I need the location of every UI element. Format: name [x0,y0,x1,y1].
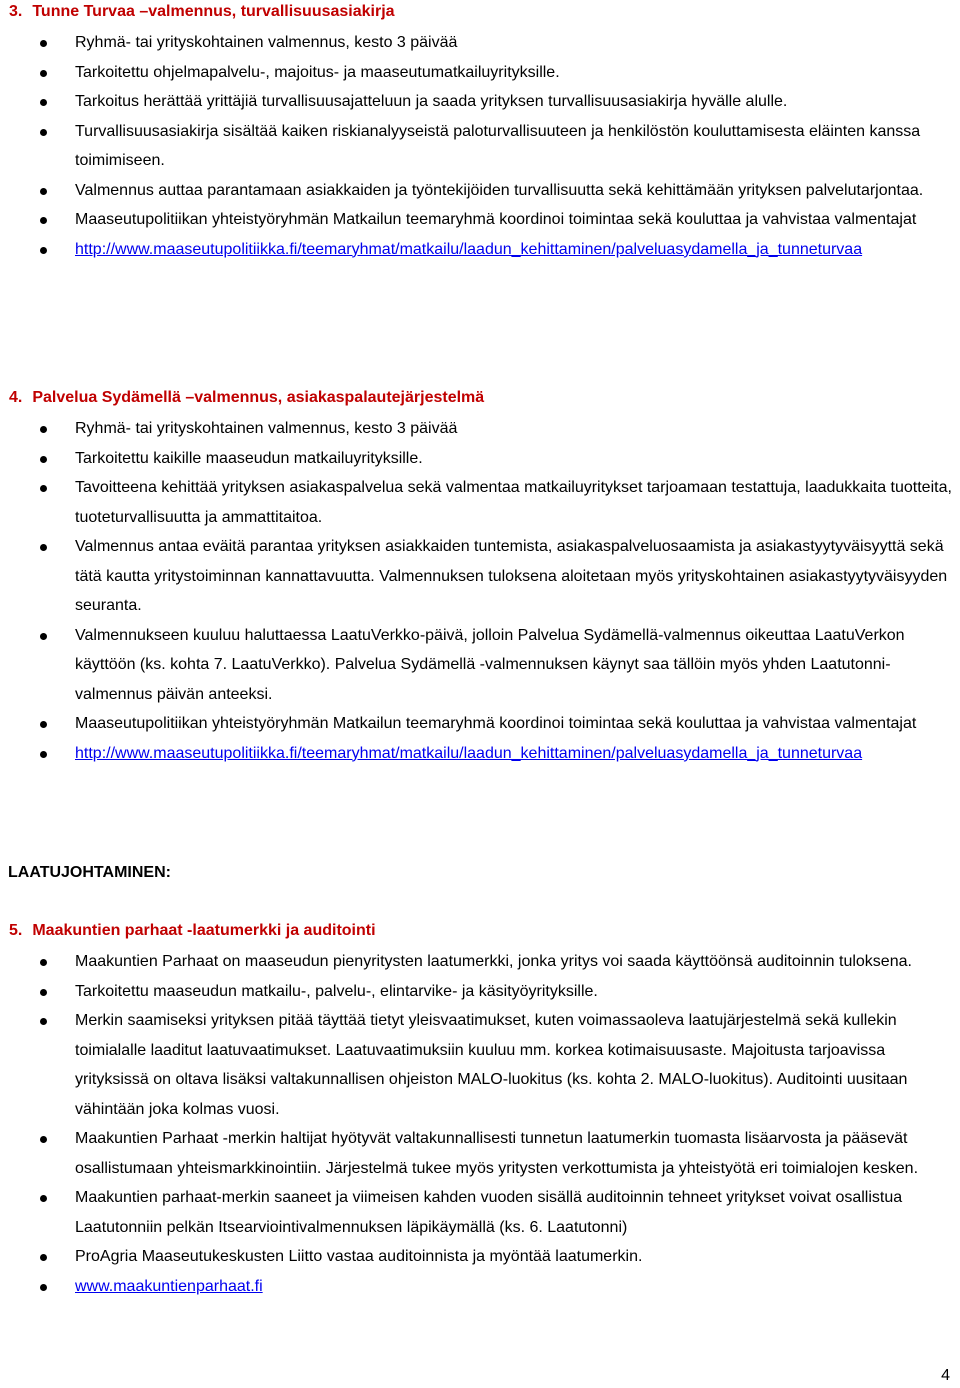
list-item-link [0,739,960,769]
bullet-icon [40,1018,47,1025]
list-item: Valmennus antaa eväitä parantaa yrityksen asiakkaiden tuntemista, asiakaspalveluosaamista ja asiakastyytyväisyyttä sekä tätä kautta yritystoiminnan kannattavuutta. Valmennuksen tuloksena aloitetaan myös yrityskohtainen asiakastyytyväisyyden seuranta. [0,532,960,621]
section-4-number: 4. [9,389,23,406]
list-item-link [0,235,960,265]
page-number: 4 [941,1367,950,1384]
section-3-heading [9,1,395,23]
bullet-icon [40,40,47,47]
section-3-number: 3. [9,3,23,20]
section-3-title: Tunne Turvaa –valmennus, turvallisuusasiakirja [32,3,395,20]
list-item: Ryhmä- tai yrityskohtainen valmennus, kesto 3 päivää [0,414,960,444]
bullet-icon [40,1284,47,1291]
bullet-icon [40,544,47,551]
bullet-icon [40,456,47,463]
bullet-icon [40,129,47,136]
bullet-icon [40,1136,47,1143]
section-4-heading [9,387,484,409]
bullet-icon [40,426,47,433]
list-item: Ryhmä- tai yrityskohtainen valmennus, kesto 3 päivää [0,28,960,58]
bullet-icon [40,751,47,758]
bullet-icon [40,633,47,640]
section-5-title: Maakuntien parhaat -laatumerkki ja auditointi [32,922,376,939]
list-item: Maakuntien Parhaat -merkin haltijat hyötyvät valtakunnallisesti tunnetun laatumerkin tuomasta lisäarvosta ja pääsevät osallistumaan yhteismarkkinointiin. Järjestelmä tukee myös yritysten verkottumista ja yhteistyötä eri toimialojen kesken. [0,1124,960,1183]
list-item: Merkin saamiseksi yrityksen pitää täyttää tietyt yleisvaatimukset, kuten voimassaoleva laatujärjestelmä sekä kullekin toimialalle laaditut laatuvaatimukset. Laatuvaatimuksiin kuuluu mm. korkea kotimaisuusaste. Majoitusta tarjoavissa yrityksissä on oltava lisäksi valtakunnallisen ohjeiston MALO-luokitus (ks. kohta 2. MALO-luokitus). Auditointi uusitaan vähintään joka kolmas vuosi. [0,1006,960,1124]
list-item: Tavoitteena kehittää yrityksen asiakaspalvelua sekä valmentaa matkailuyritykset tarjoamaan testattuja, laadukkaita tuotteita, tuoteturvallisuutta ja ammattitaitoa. [0,473,960,532]
section-4-link[interactable]: http://www.maaseutupolitiikka.fi/teemaryhmat/matkailu/laadun_kehittaminen/palveluasydamella_ja_tunneturvaa [75,744,863,762]
list-item: Maaseutupolitiikan yhteistyöryhmän Matkailun teemaryhmä koordinoi toimintaa sekä kouluttaa ja vahvistaa valmentajat [0,205,960,235]
bullet-icon [40,188,47,195]
bullet-icon [40,70,47,77]
list-item: Maakuntien Parhaat on maaseudun pienyritysten laatumerkki, jonka yritys voi saada käyttöönsä auditoinnin tuloksena. [0,947,960,977]
section-4-list [0,414,960,768]
section-4-title: Palvelua Sydämellä –valmennus, asiakaspalautejärjestelmä [32,389,485,406]
section-5-number: 5. [9,922,23,939]
list-item: Tarkoitettu maaseudun matkailu-, palvelu-, elintarvike- ja käsityöyrityksille. [0,977,960,1007]
bullet-icon [40,1254,47,1261]
list-item-link [0,1272,960,1302]
list-item: Tarkoitettu kaikille maaseudun matkailuyrityksille. [0,444,960,474]
section-5-list [0,947,960,1301]
bullet-icon [40,485,47,492]
bullet-icon [40,217,47,224]
list-item: Turvallisuusasiakirja sisältää kaiken riskianalyyseistä paloturvallisuuteen ja henkilöstön kouluttamisesta eläinten kanssa toimimiseen. [0,117,960,176]
list-item: Valmennus auttaa parantamaan asiakkaiden ja työntekijöiden turvallisuutta sekä kehittämään yrityksen palvelutarjontaa. [0,176,960,206]
bullet-icon [40,247,47,254]
list-item: Tarkoitettu ohjelmapalvelu-, majoitus- ja maaseutumatkailuyrityksille. [0,58,960,88]
laatujohtaminen-heading: LAATUJOHTAMINEN: [8,864,171,881]
list-item: Valmennukseen kuuluu haluttaessa LaatuVerkko-päivä, jolloin Palvelua Sydämellä-valmennus oikeuttaa LaatuVerkon käyttöön (ks. kohta 7. LaatuVerkko). Palvelua Sydämellä -valmennuksen käynyt saa tällöin myös yhden Laatutonni-valmennus päivän anteeksi. [0,621,960,710]
list-item: Tarkoitus herättää yrittäjiä turvallisuusajatteluun ja saada yrityksen turvallisuusasiakirja hyvälle alulle. [0,87,960,117]
section-5-link[interactable]: www.maakuntienparhaat.fi [75,1277,263,1295]
list-item: Maakuntien parhaat-merkin saaneet ja viimeisen kahden vuoden sisällä auditoinnin tehneet yritykset voivat osallistua Laatutonniin pelkän Itsearviointivalmennuksen läpikäymällä (ks. 6. Laatutonni) [0,1183,960,1242]
bullet-icon [40,99,47,106]
section-3-list [0,28,960,264]
bullet-icon [40,1195,47,1202]
section-5-heading [9,920,376,942]
bullet-icon [40,721,47,728]
list-item: ProAgria Maaseutukeskusten Liitto vastaa auditoinnista ja myöntää laatumerkin. [0,1242,960,1272]
bullet-icon [40,959,47,966]
bullet-icon [40,989,47,996]
section-3-link[interactable]: http://www.maaseutupolitiikka.fi/teemaryhmat/matkailu/laadun_kehittaminen/palveluasydamella_ja_tunneturvaa [75,240,863,258]
list-item: Maaseutupolitiikan yhteistyöryhmän Matkailun teemaryhmä koordinoi toimintaa sekä kouluttaa ja vahvistaa valmentajat [0,709,960,739]
